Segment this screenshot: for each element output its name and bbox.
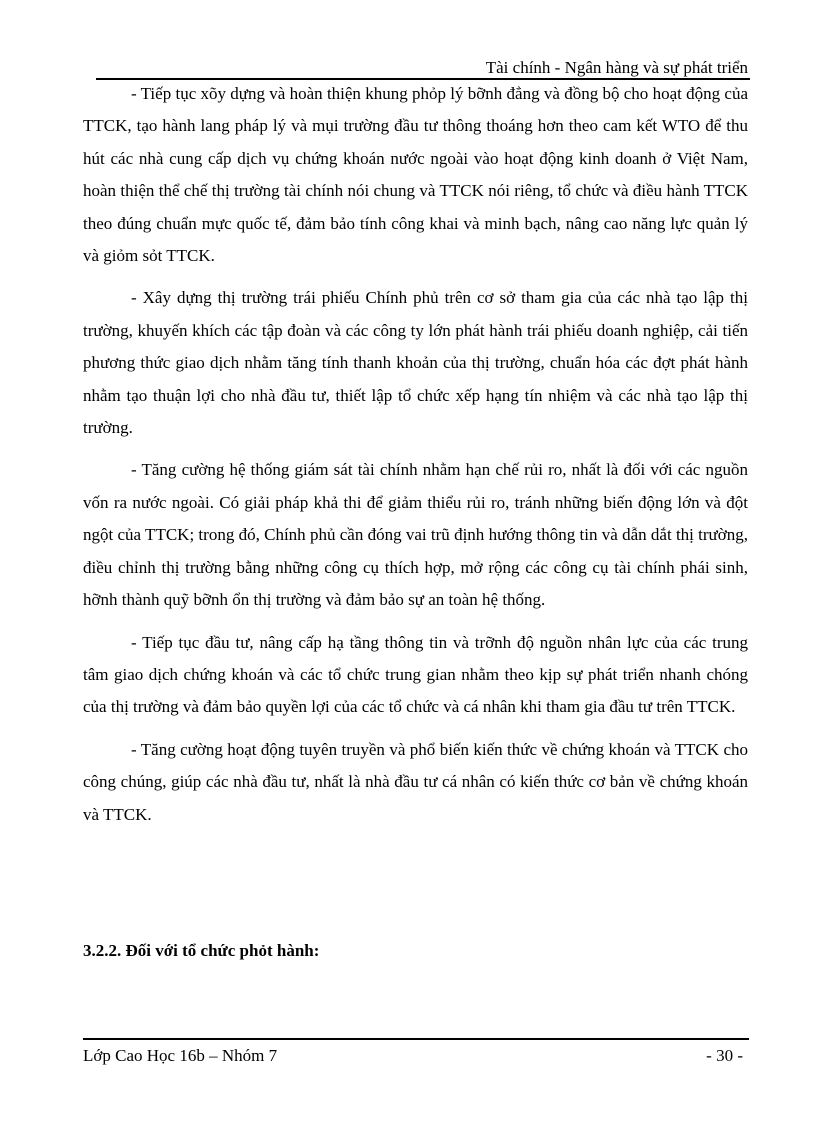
- header-title: Tài chính - Ngân hàng và sự phát triển: [485, 58, 748, 77]
- page-footer: [83, 1038, 749, 1068]
- document-body: [83, 78, 748, 831]
- footer-rule: [83, 1038, 749, 1040]
- page-header: [96, 56, 750, 80]
- paragraph-public-education: - Tăng cường hoạt động tuyên truyền và phổ biến kiến thức về chứng khoán và TTCK cho công chúng, giúp các nhà đầu tư, nhất là nhà đầu tư cá nhân có kiến thức cơ bản về chứng khoán và TTCK.: [83, 739, 748, 824]
- paragraph-infrastructure: - Tiếp tục đầu tư, nâng cấp hạ tầng thông tin và trỡnh độ nguồn nhân lực của các trung tâm giao dịch chứng khoán và các tổ chức trung gian nhằm theo kịp sự phát triển nhanh chóng của thị trường và đảm bảo quyền lợi của các tổ chức và cá nhân khi tham gia đầu tư trên TTCK.: [83, 632, 748, 717]
- section-heading: 3.2.2. Đối với tổ chức phỏt hành:: [83, 941, 320, 960]
- paragraph-bond-market: - Xây dựng thị trường trái phiếu Chính phủ trên cơ sở tham gia của các nhà tạo lập thị trường, khuyến khích các tập đoàn và các công ty lớn phát hành trái phiếu doanh nghiệp, cải tiến phương thức giao dịch nhằm tăng tính thanh khoản của thị trường, chuẩn hóa các đợt phát hành nhằm tạo thuận lợi cho nhà đầu tư, thiết lập tổ chức xếp hạng tín nhiệm và các nhà tạo lập thị trường.: [83, 288, 748, 438]
- paragraph-legal-framework: - Tiếp tục xõy dựng và hoàn thiện khung phỏp lý bỡnh đẳng và đồng bộ cho hoạt động của TTCK, tạo hành lang pháp lý và mụi trường đầu tư thông thoáng hơn theo cam kết WTO để thu hút các nhà cung cấp dịch vụ chứng khoán nước ngoài vào hoạt động kinh doanh ở Việt Nam, hoàn thiện thể chế thị trường tài chính nói chung và TTCK nói riêng, tổ chức và điều hành TTCK theo đúng chuẩn mực quốc tế, đảm bảo tính công khai và minh bạch, nâng cao năng lực quản lý và giỏm sỏt TTCK.: [83, 84, 748, 266]
- footer-class-group: Lớp Cao Học 16b – Nhóm 7: [83, 1046, 278, 1065]
- paragraph-financial-supervision: - Tăng cường hệ thống giám sát tài chính nhằm hạn chế rủi ro, nhất là đối với các nguồn vốn ra nước ngoài. Có giải pháp khả thi để giảm thiểu rủi ro, tránh những biến động lớn và đột ngột của TTCK; trong đó, Chính phủ cần đóng vai trũ định hướng thông tin và dẫn dắt thị trường, điều chỉnh thị trường bằng những công cụ thích hợp, mở rộng các công cụ tài chính phái sinh, hỡnh thành quỹ bỡnh ổn thị trường và đảm bảo sự an toàn hệ thống.: [83, 460, 748, 610]
- page-number: - 30 -: [706, 1046, 743, 1065]
